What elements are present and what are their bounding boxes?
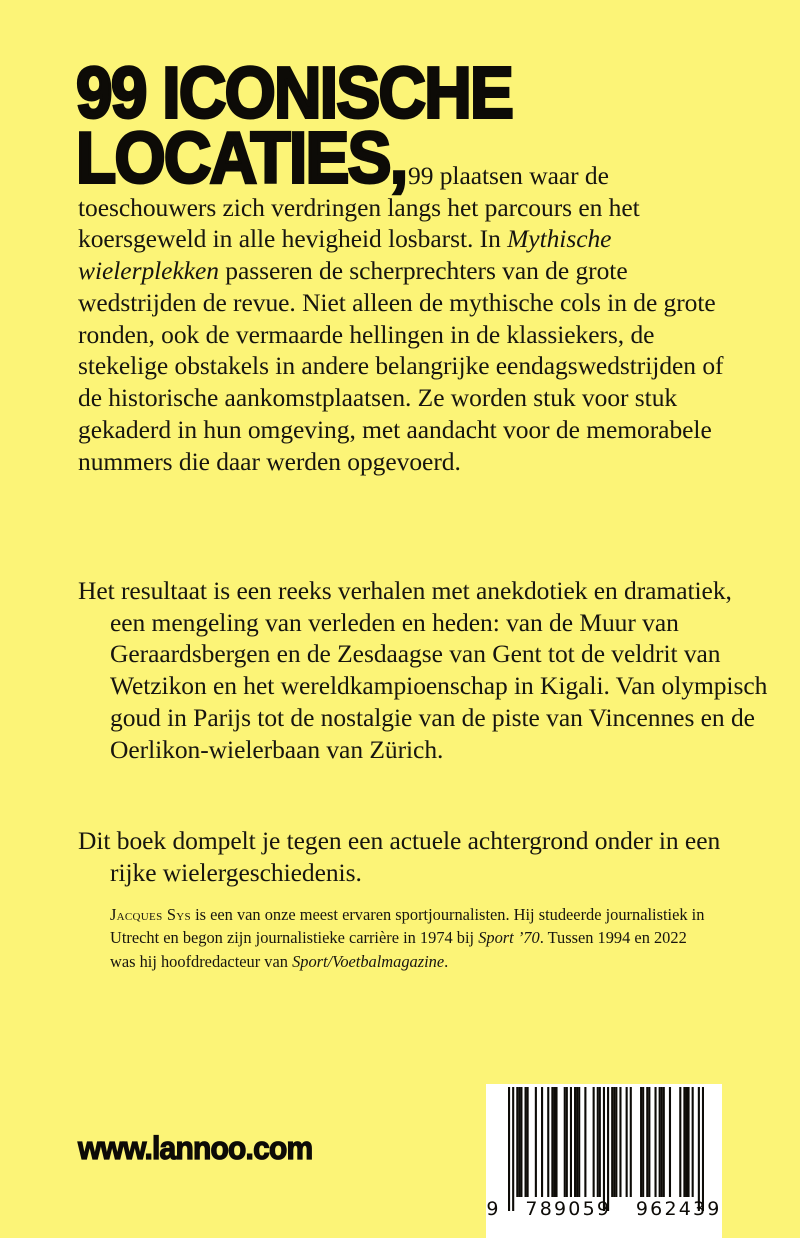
publisher-website[interactable]: www.lannoo.com [78, 1131, 313, 1167]
bio-italic-1: Sport ’70 [478, 928, 540, 948]
author-name: Jacques Sys [110, 905, 191, 924]
barcode-bars [508, 1087, 704, 1211]
book-title-italic: Mythische wielerplekken [78, 224, 612, 286]
lede-text-rest: passeren de scherprechters van de grote wedstrijden de revue. Niet alleen de mythische cols in de grote ronden, ook de vermaarde hellingen in de klassiekers, de stekelige obstakels in andere belangrijke eendagswedstrijden of de historische aankomstplaatsen. Ze worden stuk voor stuk gekaderd in hun omgeving, met aandacht voor de memorabele nummers die daar werden opgevoerd. [78, 256, 724, 476]
barcode-digits: 9 789059 962439 [486, 1198, 722, 1220]
bio-text-3: . [444, 951, 449, 971]
barcode-panel [486, 1084, 722, 1238]
bio-italic-2: Sport/Voetbalmagazine [292, 951, 445, 971]
title-line-1: 99 ICONISCHE [76, 53, 513, 134]
title-line-2: LOCATIES, [76, 118, 407, 199]
author-bio [110, 903, 710, 973]
lede-wrapper [78, 160, 726, 477]
bio-text-1: is een van onze meest ervaren sportjournalisten. Hij studeerde journalistiek in Utrecht en begon zijn journalistieke carrière in 1974 bij [110, 905, 705, 948]
title-block [76, 53, 736, 199]
lede-paragraph [78, 160, 726, 477]
bio-text-2: . Tussen 1994 en 2022 was hij hoofdredacteur van [110, 928, 687, 971]
paragraph-closing: Dit boek dompelt je tegen een actuele achtergrond onder in een rijke wielergeschiedenis. [78, 826, 721, 887]
paragraph-result: Het resultaat is een reeks verhalen met anekdotiek en dramatiek, een mengeling van verleden en heden: van de Muur van Geraardsbergen en de Zesdaagse van Gent tot de veldrit van Wetzikon en het wereldkampioenschap in Kigali. Van olympisch goud in Parijs tot de nostalgie van de piste van Vincennes en de Oerlikon-wielerbaan van Zürich. [78, 576, 768, 764]
lede-text-start: 99 plaatsen waar de toeschouwers zich verdringen langs het parcours en het koersgeweld in alle hevigheid losbarst. In [78, 161, 640, 254]
